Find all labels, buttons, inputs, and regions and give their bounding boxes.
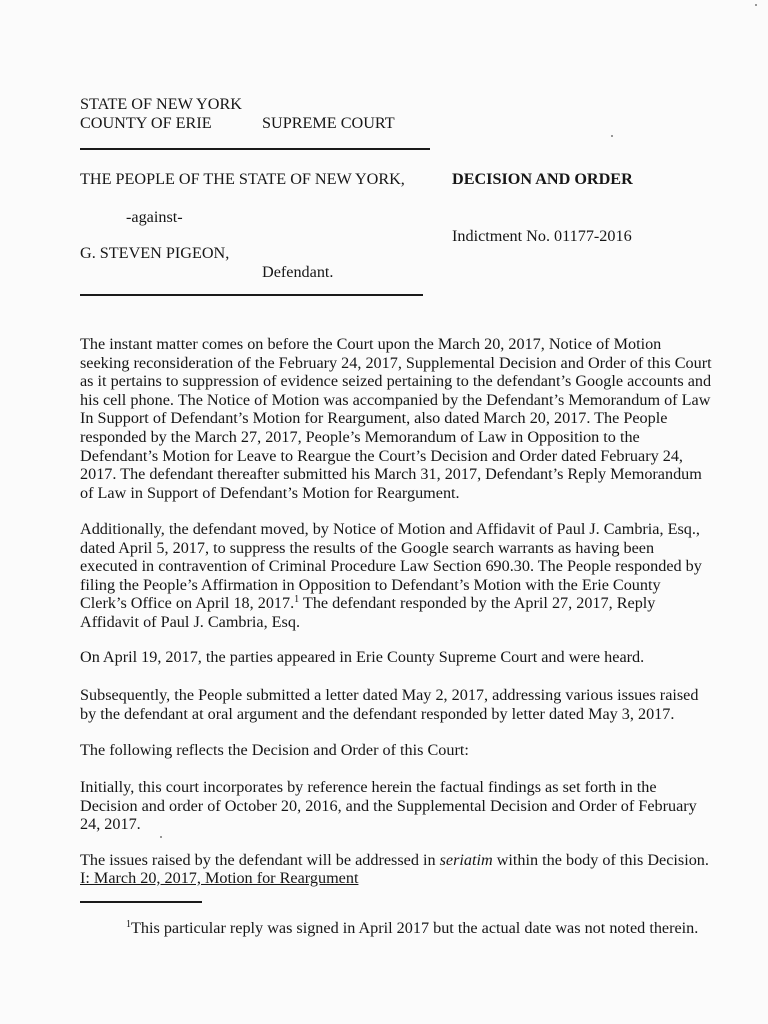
footnote	[126, 919, 698, 938]
paragraph-incorporation: Initially, this court incorporates by reference herein the factual findings as set forth in the Decision and order of October 20, 2016, and the Supplemental Decision and Order of February 24, 2017.	[80, 778, 697, 834]
paragraph-suppression-text-b: The defendant responded by the April 27, 2017, Reply Affidavit of Paul J. Cambria, Esq.	[80, 594, 656, 631]
indictment-number: Indictment No. 01177-2016	[452, 227, 632, 245]
scan-speck	[755, 4, 757, 6]
paragraph-letters: Subsequently, the People submitted a letter dated May 2, 2017, addressing various issues raised by the defendant at oral argument and the defendant responded by letter dated May 3, 2017.	[80, 686, 699, 723]
section-heading: I: March 20, 2017, Motion for Reargument	[80, 869, 359, 887]
paragraph-suppression-motion	[80, 520, 702, 632]
defendant-label: Defendant.	[262, 263, 334, 281]
footnote-separator	[80, 901, 202, 903]
paragraph-seriatim	[80, 851, 709, 870]
seriatim-italic: seriatim	[439, 851, 493, 869]
paragraph-reargument-motion: The instant matter comes on before the Court upon the March 20, 2017, Notice of Motion seeking reconsideration of the February 24, 2017, Supplemental Decision and Order of this Court as it pertains to suppression of evidence seized pertaining to the defendant’s Google accounts and his cell phone. The Notice of Motion was accompanied by the Defendant’s Memorandum of Law In Support of Defendant’s Motion for Reargument, also dated March 20, 2017. The People responded by the March 27, 2017, People’s Memorandum of Law in Opposition to the Defendant’s Motion for Leave to Reargue the Court’s Decision and Order dated February 24, 2017. The defendant thereafter submitted his March 31, 2017, Defendant’s Reply Memorandum of Law in Support of Defendant’s Motion for Reargument.	[80, 335, 712, 502]
footnote-text: This particular reply was signed in April 2017 but the actual date was not noted therein.	[131, 919, 699, 937]
footnote-mark: 1	[126, 919, 131, 930]
against-label: -against-	[126, 208, 183, 226]
scan-speck	[160, 836, 162, 838]
defendant-name: G. STEVEN PIGEON,	[80, 244, 230, 262]
paragraph-hearing: On April 19, 2017, the parties appeared in Erie County Supreme Court and were heard.	[80, 648, 645, 666]
state-line: STATE OF NEW YORK	[80, 95, 242, 113]
paragraph-suppression-text-a: Additionally, the defendant moved, by Notice of Motion and Affidavit of Paul J. Cambria, Esq., dated April 5, 2017, to suppress the results of the Google search warrants as having been executed in contravention of Criminal Procedure Law Section 690.30. The People responded by filing the People’s Affirmation in Opposition to Defendant’s Motion with the Erie County Clerk’s Office on April 18, 2017.	[80, 520, 702, 613]
document-type: DECISION AND ORDER	[452, 170, 633, 188]
plaintiff-name: THE PEOPLE OF THE STATE OF NEW YORK,	[80, 170, 405, 188]
caption-top-rule	[80, 148, 430, 150]
caption-bottom-rule	[80, 294, 423, 296]
county-line: COUNTY OF ERIE	[80, 114, 212, 132]
court-name: SUPREME COURT	[262, 114, 395, 132]
seriatim-text-a: The issues raised by the defendant will be addressed in	[80, 851, 440, 869]
footnote-reference: 1	[294, 594, 300, 606]
paragraph-decision-intro: The following reflects the Decision and Order of this Court:	[80, 741, 469, 759]
scan-speck	[611, 135, 613, 137]
seriatim-text-b: within the body of this Decision.	[492, 851, 709, 869]
